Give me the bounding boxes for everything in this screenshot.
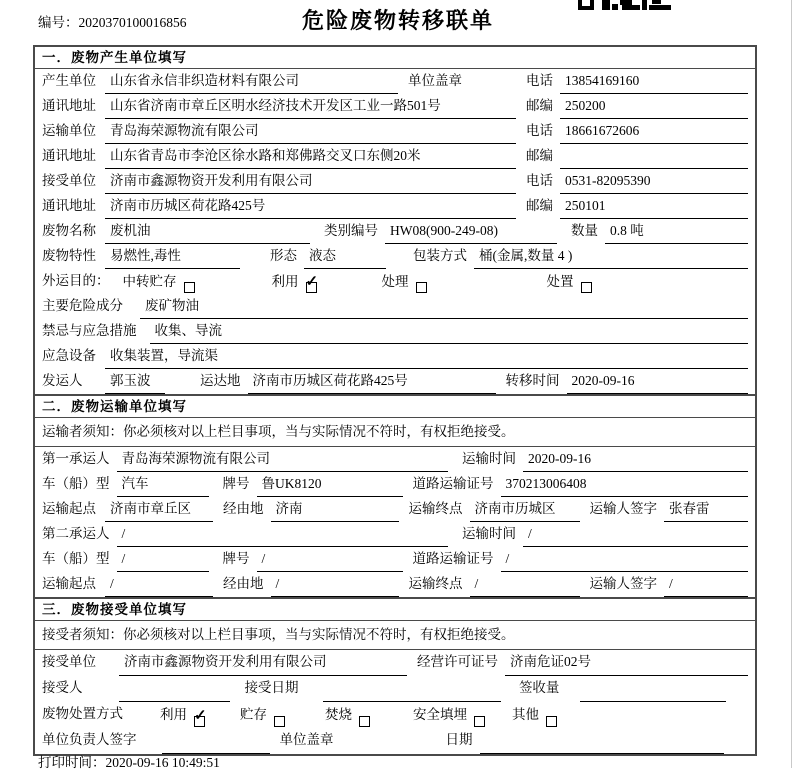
purpose-option-dispose <box>547 269 592 294</box>
option-label: 焚烧 <box>325 707 352 722</box>
transport-time-value-2: / <box>523 522 748 547</box>
receive-address-value: 济南市历城区荷花路425号 <box>105 194 516 219</box>
waste-property-label: 废物特性 <box>42 248 96 263</box>
route-start-value: 济南市章丘区 <box>105 497 213 522</box>
option-label: 利用 <box>160 707 187 722</box>
hazard-label: 主要危险成分 <box>42 298 123 313</box>
row-vehicle-1 <box>35 472 755 497</box>
plate-value: 鲁UK8120 <box>257 472 403 497</box>
quantity-label: 数量 <box>571 223 598 238</box>
receiver-notice: 接受者须知：你必须核对以上栏目事项，当与实际情况不符时，有权拒绝接受。 <box>35 621 755 650</box>
checkbox-icon <box>546 716 557 727</box>
via-label: 经由地 <box>223 576 264 591</box>
option-label: 利用 <box>271 273 299 289</box>
unit-seal-label: 单位盖章 <box>279 732 334 747</box>
producer-unit-value: 山东省永信非织造材料有限公司 <box>105 69 398 94</box>
row-waste-property <box>35 244 755 269</box>
road-permit-label: 道路运输证号 <box>412 476 494 491</box>
receiving-unit-label: 接受单位 <box>42 654 96 669</box>
row-dispatcher <box>35 369 755 394</box>
vehicle-type-label: 车（船）型 <box>42 476 110 491</box>
equipment-label: 应急设备 <box>42 348 96 363</box>
received-qty-label: 签收量 <box>518 680 560 695</box>
qr-code-icon <box>578 0 672 10</box>
row-waste-name <box>35 219 755 244</box>
phone-label: 电话 <box>526 173 553 188</box>
transporter-sign-value: 张春雷 <box>664 497 748 522</box>
transporter-sign-value-2: / <box>664 572 748 597</box>
receive-date-label: 接受日期 <box>244 680 299 695</box>
transporter-sign-label: 运输人签字 <box>589 501 657 516</box>
row-transport-unit <box>35 119 755 144</box>
responsible-sign-label: 单位负责人签字 <box>42 732 137 747</box>
category-code-label: 类别编号 <box>324 223 378 238</box>
row-producer-address <box>35 94 755 119</box>
row-emergency-measures <box>35 319 755 344</box>
date-value <box>480 728 725 754</box>
transport-postcode-value <box>560 144 748 169</box>
received-qty-value <box>580 676 726 702</box>
purpose-option-treat <box>382 269 427 294</box>
section1-header: 一．废物产生单位填写 <box>35 47 755 69</box>
via-value-2: / <box>271 572 399 597</box>
quantity-value: 0.8 吨 <box>605 219 748 244</box>
route-end-label: 运输终点 <box>408 501 463 516</box>
transfer-time-label: 转移时间 <box>505 373 560 388</box>
route-start-value-2: / <box>105 572 213 597</box>
address-label: 通讯地址 <box>42 198 96 213</box>
category-code-value: HW08(900-249-08) <box>385 219 557 244</box>
transport-time-value: 2020-09-16 <box>523 447 748 472</box>
packing-label: 包装方式 <box>413 248 467 263</box>
print-time-label: 打印时间： <box>38 755 106 770</box>
option-label: 处理 <box>381 273 409 289</box>
plate-value-2: / <box>257 547 403 572</box>
checkbox-icon <box>359 716 370 727</box>
page-edge-line <box>791 0 792 768</box>
producer-phone-value: 13854169160 <box>560 69 748 94</box>
receive-date-value <box>323 676 500 702</box>
license-label: 经营许可证号 <box>417 654 498 669</box>
section2-header: 二．废物运输单位填写 <box>35 396 755 418</box>
purpose-option-storage <box>123 269 195 294</box>
recipient-value <box>119 676 231 702</box>
dispatcher-value: 郭玉波 <box>105 369 165 394</box>
row-receive-address <box>35 194 755 219</box>
measures-value: 收集、导流 <box>150 319 749 344</box>
transport-unit-value: 青岛海荣源物流有限公司 <box>105 119 516 144</box>
first-carrier-label: 第一承运人 <box>42 451 110 466</box>
row-disposal-method <box>35 702 755 728</box>
checkbox-icon <box>581 282 592 293</box>
serial-label: 编号： <box>38 15 79 30</box>
row-transfer-purpose <box>35 269 755 294</box>
disposal-option-use <box>160 702 205 728</box>
checkbox-icon <box>416 282 427 293</box>
phone-label: 电话 <box>526 123 553 138</box>
section3-header: 三．废物接受单位填写 <box>35 599 755 621</box>
second-carrier-label: 第二承运人 <box>42 526 110 541</box>
postcode-label: 邮编 <box>526 198 553 213</box>
transport-unit-label: 运输单位 <box>42 123 96 138</box>
disposal-method-label: 废物处置方式 <box>42 706 123 721</box>
route-start-label: 运输起点 <box>42 576 96 591</box>
transfer-time-value: 2020-09-16 <box>567 369 749 394</box>
receive-unit-label: 接受单位 <box>42 173 96 188</box>
checkbox-icon <box>194 716 205 727</box>
row-emergency-equipment <box>35 344 755 369</box>
checkbox-icon <box>274 716 285 727</box>
disposal-option-incinerate <box>325 702 370 728</box>
row-route-1 <box>35 497 755 522</box>
row-vehicle-2 <box>35 547 755 572</box>
manifest-table <box>33 45 757 756</box>
waste-property-value: 易燃性,毒性 <box>105 244 240 269</box>
page-title: 危险废物转移联单 <box>301 8 494 33</box>
row-transport-address <box>35 144 755 169</box>
waste-name-label: 废物名称 <box>42 223 96 238</box>
checkbox-icon <box>184 282 195 293</box>
section-transporter <box>35 394 755 597</box>
option-label: 其他 <box>512 707 539 722</box>
section-producer <box>35 47 755 394</box>
row-route-2 <box>35 572 755 597</box>
receive-postcode-value: 250101 <box>560 194 748 219</box>
recipient-label: 接受人 <box>42 680 83 695</box>
transporter-notice: 运输者须知：你必须核对以上栏目事项，当与实际情况不符时，有权拒绝接受。 <box>35 418 755 447</box>
form-value: 液态 <box>304 244 386 269</box>
address-label: 通讯地址 <box>42 98 96 113</box>
serial-value: 2020370100016856 <box>78 15 187 30</box>
address-label: 通讯地址 <box>42 148 96 163</box>
dispatcher-label: 发运人 <box>42 373 83 388</box>
option-label: 贮存 <box>240 707 267 722</box>
via-value: 济南 <box>271 497 399 522</box>
plate-label: 牌号 <box>222 476 250 491</box>
vehicle-type-label: 车（船）型 <box>42 551 110 566</box>
row-first-carrier <box>35 447 755 472</box>
road-permit-value-2: / <box>501 547 749 572</box>
transport-time-label: 运输时间 <box>462 451 516 466</box>
disposal-option-landfill <box>413 702 485 728</box>
first-carrier-value: 青岛海荣源物流有限公司 <box>117 447 449 472</box>
road-permit-label: 道路运输证号 <box>412 551 494 566</box>
plate-label: 牌号 <box>222 551 250 566</box>
row-receiving-unit <box>35 650 755 676</box>
disposal-option-other <box>512 702 557 728</box>
route-end-value: 济南市历城区 <box>470 497 580 522</box>
postcode-label: 邮编 <box>526 98 553 113</box>
receive-phone-value: 0531-82095390 <box>560 169 748 194</box>
packing-value: 桶(金属,数量 4 ) <box>474 244 748 269</box>
option-label: 安全填埋 <box>413 707 467 722</box>
producer-address-value: 山东省济南市章丘区明水经济技术开发区工业一路501号 <box>105 94 516 119</box>
row-hazard-component <box>35 294 755 319</box>
print-time <box>38 751 220 771</box>
date-label: 日期 <box>445 732 473 747</box>
vehicle-type-value-2: / <box>117 547 209 572</box>
second-carrier-value: / <box>117 522 449 547</box>
transporter-sign-label: 运输人签字 <box>589 576 657 591</box>
road-permit-value: 370213006408 <box>501 472 749 497</box>
route-start-label: 运输起点 <box>42 501 96 516</box>
purpose-option-use <box>272 269 317 294</box>
row-producer-unit <box>35 69 755 94</box>
receive-unit-value: 济南市鑫源物资开发利用有限公司 <box>105 169 516 194</box>
measures-label: 禁忌与应急措施 <box>42 323 137 338</box>
row-second-carrier <box>35 522 755 547</box>
waste-name-value: 废机油 <box>105 219 310 244</box>
license-value: 济南危证02号 <box>505 650 748 676</box>
form-label: 形态 <box>270 248 297 263</box>
vehicle-type-value: 汽车 <box>117 472 209 497</box>
disposal-option-storage <box>240 702 285 728</box>
purpose-label: 外运目的： <box>42 273 110 288</box>
destination-value: 济南市历城区荷花路425号 <box>248 369 496 394</box>
checkbox-icon <box>306 282 317 293</box>
row-receive-unit <box>35 169 755 194</box>
route-end-label: 运输终点 <box>408 576 463 591</box>
transport-time-label: 运输时间 <box>462 526 516 541</box>
option-label: 处置 <box>546 273 574 289</box>
transport-address-value: 山东省青岛市李沧区徐水路和郑佛路交叉口东侧20米 <box>105 144 516 169</box>
receiving-unit-value: 济南市鑫源物资开发利用有限公司 <box>119 650 407 676</box>
document-header <box>0 0 796 44</box>
postcode-label: 邮编 <box>526 148 553 163</box>
unit-seal-label: 单位盖章 <box>408 73 462 88</box>
transport-phone-value: 18661672606 <box>560 119 748 144</box>
destination-label: 运达地 <box>200 373 241 388</box>
checkbox-icon <box>474 716 485 727</box>
via-label: 经由地 <box>223 501 264 516</box>
phone-label: 电话 <box>526 73 553 88</box>
hazard-value: 废矿物油 <box>140 294 748 319</box>
route-end-value-2: / <box>470 572 580 597</box>
producer-postcode-value: 250200 <box>560 94 748 119</box>
producer-unit-label: 产生单位 <box>42 73 96 88</box>
equipment-value: 收集装置，导流渠 <box>105 344 748 369</box>
print-time-value: 2020-09-16 10:49:51 <box>105 755 220 770</box>
option-label: 中转贮存 <box>122 273 177 289</box>
section-receiver <box>35 597 755 754</box>
row-recipient <box>35 676 755 702</box>
